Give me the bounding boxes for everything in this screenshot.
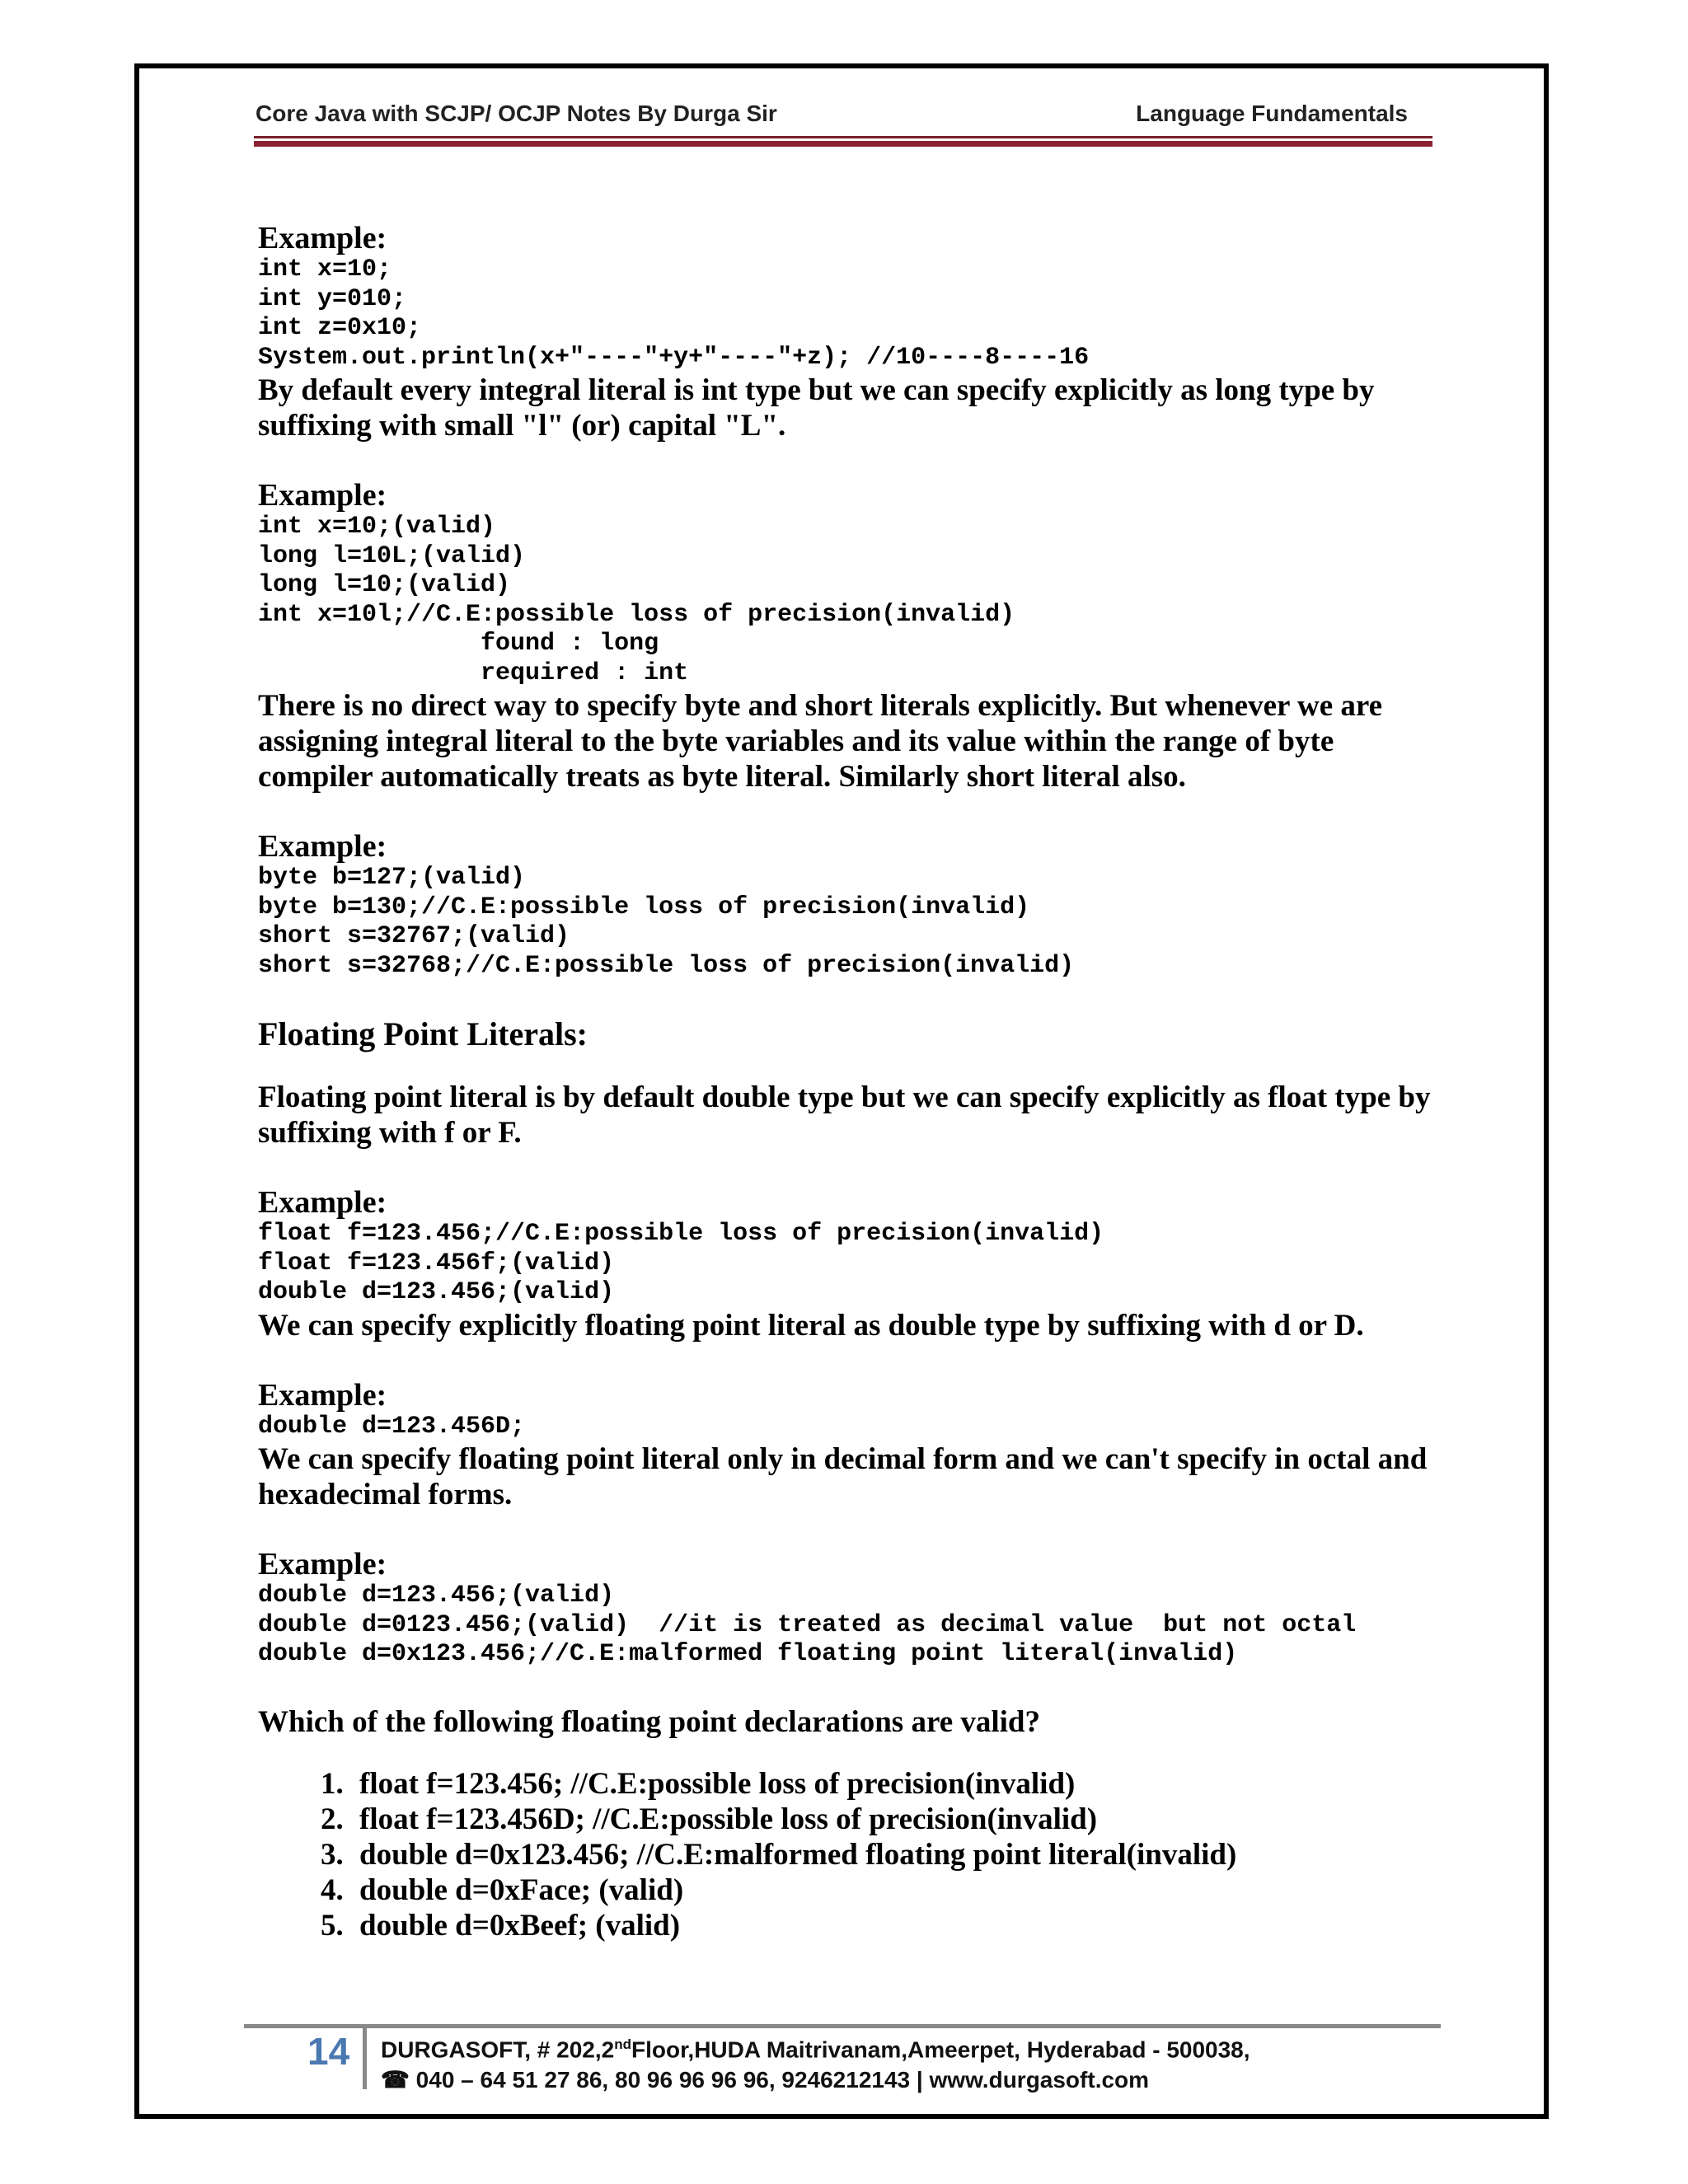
header-section: Language Fundamentals bbox=[1136, 101, 1408, 126]
code-block: float f=123.456;//C.E:possible loss of precision(invalid) float f=123.456f;(valid) double d=123.456;(valid) bbox=[258, 1220, 1104, 1306]
list-item: 5. double d=0xBeef; (valid) bbox=[351, 1908, 1445, 1943]
list-item: 1. float f=123.456; //C.E:possible loss of precision(invalid) bbox=[351, 1766, 1445, 1802]
example-label: Example: bbox=[258, 829, 387, 864]
footer-address bbox=[381, 2029, 1250, 2095]
list-item: 4. double d=0xFace; (valid) bbox=[351, 1872, 1445, 1908]
header-rule bbox=[254, 136, 1432, 138]
code-block: int x=10; int y=010; int z=0x10; System.out.println(x+"----"+y+"----"+z); //10----8----16 bbox=[258, 255, 1090, 372]
paragraph: We can specify floating point literal only in decimal form and we can't specify in octal and hexadecimal forms. bbox=[258, 1442, 1428, 1511]
header-title: Core Java with SCJP/ OCJP Notes By Durga Sir bbox=[256, 101, 777, 126]
paragraph: By default every integral literal is int type but we can specify explicitly as long type by suffixing with small "l" (or) capital "L". bbox=[258, 373, 1375, 443]
page-header bbox=[256, 97, 1432, 125]
phone-icon: ☎ bbox=[381, 2067, 410, 2093]
example-label: Example: bbox=[258, 221, 387, 255]
page-content bbox=[258, 221, 1445, 1943]
address-text-rest: Floor,HUDA Maitrivanam,Ameerpet, Hyderabad - 500038, bbox=[631, 2036, 1250, 2063]
section-heading: Floating Point Literals: bbox=[258, 1015, 588, 1052]
paragraph: There is no direct way to specify byte and short literals explicitly. But whenever we are assigning integral literal to the byte variables and its value within the range of byte compiler automatically treats as byte literal. Similarly short literal also. bbox=[258, 689, 1383, 794]
code-block: double d=123.456;(valid) double d=0123.456;(valid) //it is treated as decimal value but not octal double d=0x123.456;//C.E:malformed floating point literal(invalid) bbox=[258, 1582, 1357, 1668]
paragraph: We can specify explicitly floating point literal as double type by suffixing with d or D. bbox=[258, 1308, 1364, 1343]
example-label: Example: bbox=[258, 1377, 387, 1413]
list-item: 3. double d=0x123.456; //C.E:malformed floating point literal(invalid) bbox=[351, 1837, 1445, 1872]
code-block: byte b=127;(valid) byte b=130;//C.E:possible loss of precision(invalid) short s=32767;(valid) short s=32768;//C.E:possible loss of precision(invalid) bbox=[258, 864, 1075, 980]
list-item: 2. float f=123.456D; //C.E:possible loss of precision(invalid) bbox=[351, 1802, 1445, 1837]
question: Which of the following floating point declarations are valid? bbox=[258, 1704, 1041, 1739]
code-block: int x=10;(valid) long l=10L;(valid) long l=10;(valid) int x=10l;//C.E:possible loss of precision(invalid) found : long required : int bbox=[258, 513, 1015, 687]
example-label: Example: bbox=[258, 1547, 387, 1582]
address-text: DURGASOFT, # 202,2 bbox=[381, 2036, 615, 2063]
contact-text: 040 – 64 51 27 86, 80 96 96 96 96, 9246212143 | www.durgasoft.com bbox=[409, 2067, 1150, 2093]
code-block: double d=123.456D; bbox=[258, 1412, 526, 1441]
header-rule-thick bbox=[254, 141, 1432, 147]
answer-list bbox=[258, 1766, 1445, 1943]
example-label: Example: bbox=[258, 1185, 387, 1220]
page-number: 14 bbox=[307, 2030, 350, 2073]
footer-rule bbox=[244, 2024, 1441, 2028]
address-superscript: nd bbox=[614, 2036, 631, 2052]
footer-divider bbox=[363, 2028, 367, 2089]
example-label: Example: bbox=[258, 478, 387, 513]
paragraph: Floating point literal is by default double type but we can specify explicitly as float type by suffixing with f or F. bbox=[258, 1080, 1431, 1150]
